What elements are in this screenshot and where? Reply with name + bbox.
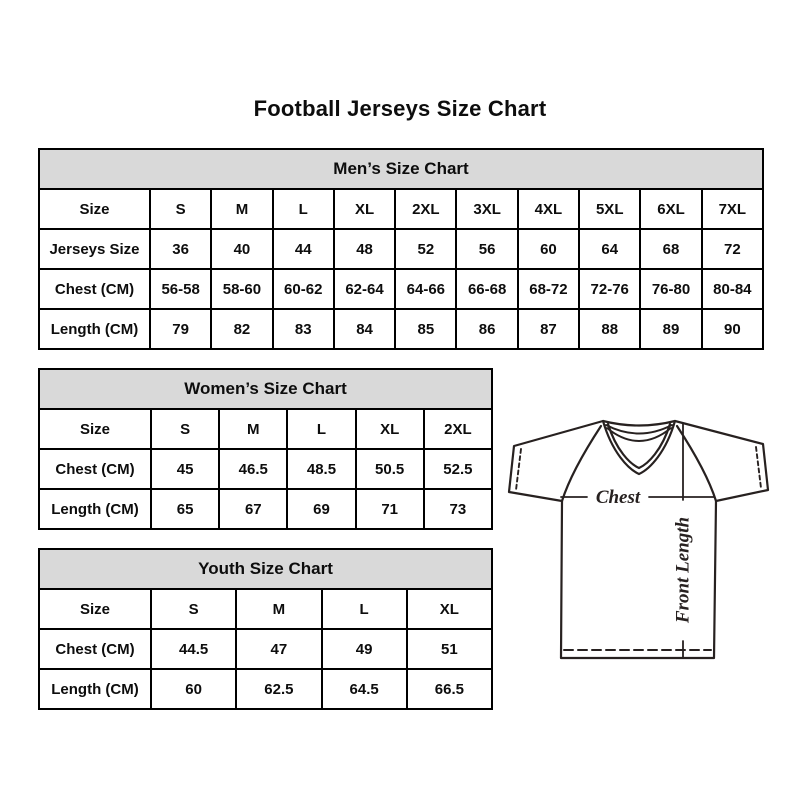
size-header-cell: 2XL: [424, 409, 492, 449]
size-header-cell: M: [219, 409, 287, 449]
table-row: [39, 489, 492, 529]
value-cell: 90: [702, 309, 763, 349]
table-title: Youth Size Chart: [39, 549, 492, 589]
table-title: Men’s Size Chart: [39, 149, 763, 189]
value-cell: 64.5: [322, 669, 407, 709]
size-header-cell: 7XL: [702, 189, 763, 229]
value-cell: 46.5: [219, 449, 287, 489]
mens-size-table: [38, 148, 764, 350]
row-label-cell: Jerseys Size: [39, 229, 150, 269]
jersey-outline: [509, 421, 768, 658]
value-cell: 66-68: [456, 269, 517, 309]
table-row: [39, 549, 492, 589]
value-cell: 83: [273, 309, 334, 349]
value-cell: 40: [211, 229, 272, 269]
size-header-cell: M: [236, 589, 321, 629]
value-cell: 85: [395, 309, 456, 349]
value-cell: 68-72: [518, 269, 579, 309]
table-row: [39, 669, 492, 709]
size-header-cell: XL: [334, 189, 395, 229]
value-cell: 82: [211, 309, 272, 349]
size-header-cell: S: [151, 589, 236, 629]
youth-size-table: [38, 548, 493, 710]
value-cell: 64-66: [395, 269, 456, 309]
chest-label: Chest: [595, 487, 641, 508]
size-header-cell: XL: [356, 409, 424, 449]
value-cell: 72: [702, 229, 763, 269]
value-cell: 44: [273, 229, 334, 269]
table-row: [39, 149, 763, 189]
row-label-cell: Length (CM): [39, 489, 151, 529]
size-header-cell: L: [322, 589, 407, 629]
value-cell: 88: [579, 309, 640, 349]
value-cell: 60: [518, 229, 579, 269]
size-header-cell: 2XL: [395, 189, 456, 229]
value-cell: 80-84: [702, 269, 763, 309]
value-cell: 76-80: [640, 269, 701, 309]
value-cell: 72-76: [579, 269, 640, 309]
value-cell: 86: [456, 309, 517, 349]
size-header-cell: 5XL: [579, 189, 640, 229]
page-title: Football Jerseys Size Chart: [253, 96, 547, 121]
table-row: [39, 409, 492, 449]
row-label-cell: Length (CM): [39, 309, 150, 349]
value-cell: 47: [236, 629, 321, 669]
value-cell: 60: [151, 669, 236, 709]
size-header-cell: S: [150, 189, 211, 229]
row-label-cell: Size: [39, 189, 150, 229]
womens-size-table: [38, 368, 493, 530]
value-cell: 79: [150, 309, 211, 349]
value-cell: 60-62: [273, 269, 334, 309]
size-header-cell: 4XL: [518, 189, 579, 229]
value-cell: 49: [322, 629, 407, 669]
table-row: [39, 229, 763, 269]
value-cell: 73: [424, 489, 492, 529]
row-label-cell: Chest (CM): [39, 629, 151, 669]
value-cell: 89: [640, 309, 701, 349]
table-row: [39, 189, 763, 229]
size-header-cell: L: [273, 189, 334, 229]
jersey-measurement-diagram: [500, 400, 780, 680]
row-label-cell: Size: [39, 409, 151, 449]
value-cell: 44.5: [151, 629, 236, 669]
value-cell: 68: [640, 229, 701, 269]
value-cell: 52.5: [424, 449, 492, 489]
table-row: [39, 269, 763, 309]
value-cell: 66.5: [407, 669, 492, 709]
value-cell: 69: [287, 489, 355, 529]
value-cell: 56: [456, 229, 517, 269]
table-row: [39, 629, 492, 669]
row-label-cell: Chest (CM): [39, 269, 150, 309]
table-row: [39, 449, 492, 489]
value-cell: 50.5: [356, 449, 424, 489]
value-cell: 64: [579, 229, 640, 269]
size-header-cell: XL: [407, 589, 492, 629]
value-cell: 84: [334, 309, 395, 349]
value-cell: 58-60: [211, 269, 272, 309]
value-cell: 48: [334, 229, 395, 269]
value-cell: 65: [151, 489, 219, 529]
value-cell: 62-64: [334, 269, 395, 309]
value-cell: 36: [150, 229, 211, 269]
value-cell: 87: [518, 309, 579, 349]
value-cell: 51: [407, 629, 492, 669]
value-cell: 45: [151, 449, 219, 489]
value-cell: 48.5: [287, 449, 355, 489]
size-header-cell: 6XL: [640, 189, 701, 229]
size-header-cell: 3XL: [456, 189, 517, 229]
jersey-illustration: [500, 400, 780, 680]
value-cell: 71: [356, 489, 424, 529]
size-header-cell: L: [287, 409, 355, 449]
table-title: Women’s Size Chart: [39, 369, 492, 409]
table-row: [39, 369, 492, 409]
row-label-cell: Length (CM): [39, 669, 151, 709]
table-row: [39, 309, 763, 349]
table-row: [39, 589, 492, 629]
value-cell: 62.5: [236, 669, 321, 709]
value-cell: 52: [395, 229, 456, 269]
front-length-label: Front Length: [672, 516, 694, 624]
size-header-cell: S: [151, 409, 219, 449]
row-label-cell: Chest (CM): [39, 449, 151, 489]
value-cell: 67: [219, 489, 287, 529]
size-header-cell: M: [211, 189, 272, 229]
value-cell: 56-58: [150, 269, 211, 309]
row-label-cell: Size: [39, 589, 151, 629]
